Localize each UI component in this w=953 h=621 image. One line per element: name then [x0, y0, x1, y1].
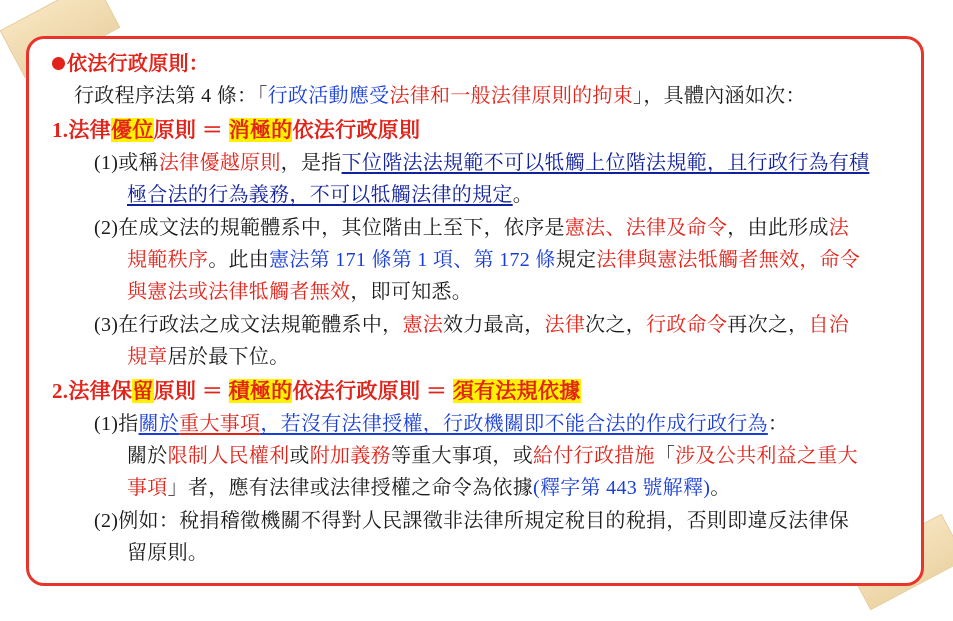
text-segment: 限制人民權利 — [167, 444, 290, 467]
text-segment: ，若沒有法律授權，行政機關即不能合法的作成行政行為 — [260, 412, 768, 435]
text-line — [127, 472, 908, 504]
text-segment: 在成文法的規範體系中，其位階由上至下，依序是 — [118, 216, 565, 239]
text-segment: ，即可知悉。 — [350, 281, 473, 304]
text-segment: (釋字第 443 號解釋) — [533, 477, 711, 500]
document-lines — [52, 80, 908, 569]
text-segment: 法律優越原則 — [158, 151, 281, 174]
text-segment: ＝ — [420, 378, 453, 403]
text-segment: 規範秩序 — [127, 248, 209, 271]
text-segment: 法律與憲法牴觸者無效，命令 — [596, 248, 861, 271]
text-segment: 1. — [52, 117, 69, 142]
text-segment: 或稱 — [118, 151, 159, 174]
text-segment: (2) — [94, 509, 119, 532]
text-line — [127, 537, 908, 569]
text-segment: 關於 — [138, 412, 180, 435]
document-body — [52, 48, 908, 570]
text-segment: 或 — [289, 444, 310, 467]
text-segment: 給付行政措施 — [533, 444, 655, 467]
text-segment: 例如：稅捐稽徵機關不得對人民課徵非法律所規定稅目的稅捐，否則即違反法律保 — [118, 509, 850, 532]
text-segment: 重大事項 — [179, 412, 261, 435]
text-segment: 須有法規依據 — [452, 378, 581, 403]
text-segment: 自治 — [808, 313, 850, 336]
text-segment: 原則 ＝ — [153, 117, 229, 142]
text-segment: 優位 — [110, 117, 154, 142]
text-segment: 效力最高， — [443, 313, 545, 336]
text-segment: 法律保 — [68, 378, 133, 403]
text-segment: 居於最下位。 — [167, 346, 290, 369]
title-line — [52, 48, 908, 80]
text-segment: (1) — [94, 151, 119, 174]
text-segment: 「 — [257, 85, 268, 108]
text-segment: 消極的 — [228, 117, 293, 142]
text-segment: 。 — [710, 477, 731, 500]
text-segment: 積極的 — [228, 378, 293, 403]
text-segment: 留原則。 — [127, 542, 209, 565]
text-segment: 」，具體內涵如次： — [633, 85, 806, 108]
text-line — [127, 276, 908, 308]
text-segment: (1) — [94, 412, 119, 435]
text-segment: 關於 — [127, 444, 168, 467]
text-segment: 與憲法或法律牴觸者無效 — [127, 281, 351, 304]
text-segment: 下位階法法規範不可以牴觸上位階法規範，且行政行為有積 — [341, 151, 870, 174]
text-segment: 。 — [512, 184, 534, 207]
text-segment: 憲法 — [402, 313, 444, 336]
text-segment: 。此由 — [208, 248, 270, 271]
text-segment: 附加義務 — [309, 444, 391, 467]
bullet-icon — [52, 57, 65, 70]
text-segment: (2) — [94, 216, 119, 239]
text-segment: 憲法第 171 條第 1 項、第 172 條 — [269, 248, 556, 271]
text-segment: 行政命令 — [646, 313, 728, 336]
text-segment: (3) — [94, 313, 119, 336]
text-segment: ，是指 — [280, 151, 342, 174]
text-segment: 法律和一般法律原則的拘束 — [389, 85, 634, 108]
text-segment: 法律 — [68, 117, 111, 142]
text-segment: 行政程序法第 4 條： — [74, 85, 258, 108]
text-line — [52, 113, 908, 147]
text-segment: 行政活動應受 — [267, 85, 390, 108]
document-title: 依法行政原則： — [67, 53, 210, 75]
text-segment: 事項 — [127, 477, 168, 500]
text-segment: 憲法、法律及命令 — [564, 216, 728, 239]
text-line — [127, 341, 908, 373]
text-line — [74, 80, 908, 112]
text-segment: 法律 — [544, 313, 586, 336]
text-segment: 規定 — [555, 248, 597, 271]
text-segment: 再次之， — [727, 313, 809, 336]
text-segment: 規章 — [127, 346, 168, 369]
text-segment: 原則 ＝ — [153, 378, 229, 403]
text-line — [94, 309, 908, 341]
text-line — [94, 505, 908, 537]
text-segment: 次之， — [585, 313, 647, 336]
text-segment: 「 — [654, 444, 676, 467]
text-line — [127, 179, 908, 211]
text-line — [127, 244, 908, 276]
text-segment: 涉及公共利益之重大 — [675, 444, 858, 467]
text-segment: 等重大事項，或 — [390, 444, 534, 467]
text-line — [52, 374, 908, 408]
text-segment: 指 — [118, 412, 139, 435]
text-line — [94, 408, 908, 440]
text-line — [94, 212, 908, 244]
text-segment: 2. — [52, 378, 69, 403]
text-segment: 法 — [828, 216, 850, 239]
text-segment: ，由此形成 — [727, 216, 829, 239]
text-segment: 極合法的行為義務，不可以牴觸法律的規定 — [127, 184, 513, 207]
text-segment: 依法行政原則 — [292, 378, 421, 403]
text-segment: 依法行政原則 — [292, 117, 421, 142]
text-line — [94, 147, 908, 179]
text-segment: 」者，應有法律或法律授權之命令為依據 — [167, 477, 534, 500]
text-segment: 留 — [132, 378, 154, 403]
text-segment: 在行政法之成文法規範體系中， — [118, 313, 403, 336]
text-line — [127, 440, 908, 472]
text-segment: ： — [767, 412, 789, 435]
